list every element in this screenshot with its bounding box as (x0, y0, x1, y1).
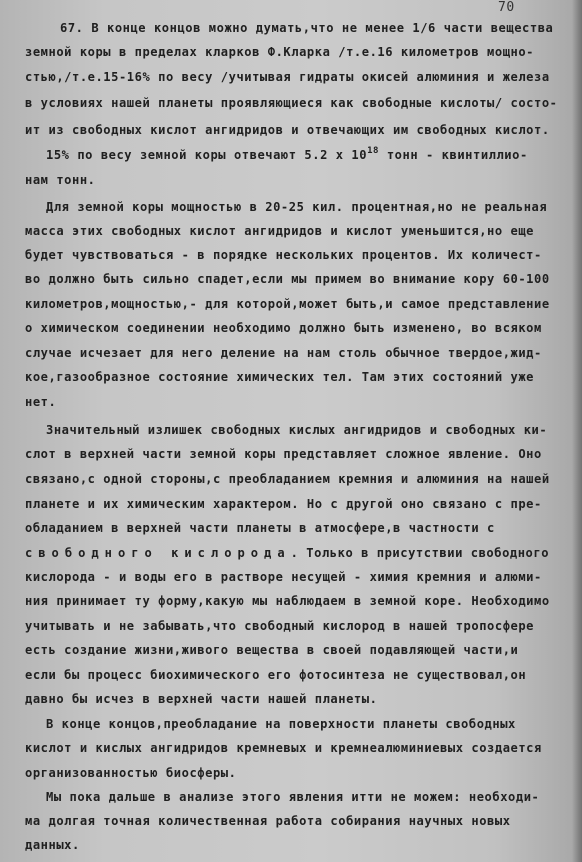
text-line: слот в верхней части земной коры представляет сложное явление. Оно (25, 447, 542, 461)
exponent: 18 (367, 146, 380, 156)
text-line: кислорода - и воды его в растворе несущей - химия кремния и алюми- (25, 570, 542, 584)
text-line: километров,мощностью,- для которой,может быть,и самое представление (25, 297, 550, 311)
text-line: кое,газообразное состояние химических тел. Там этих состояний уже (25, 370, 535, 384)
text-line: есть создание жизни,живого вещества в своей подавляющей части,и (25, 643, 519, 657)
text-line: ит из свободных кислот ангидридов и отвечающих им свободных кислот. (25, 123, 550, 137)
text-line: о химическом соединении необходимо должно быть изменено, во всяком (25, 321, 542, 335)
page-edge-shadow (572, 0, 582, 862)
text-line (46, 148, 528, 162)
text-segment: . Только в присутствии свободного (290, 546, 550, 560)
text-line: ния принимает ту форму,какую мы наблюдаем в земной коре. Необходимо (25, 594, 550, 608)
text-line: организованностью биосферы. (25, 766, 237, 780)
text-line: нам тонн. (25, 173, 96, 187)
text-line: планете и их химическим характером. Но с другой оно связано с пре- (25, 497, 542, 511)
text-line: ма долгая точная количественная работа собирания научных новых (25, 814, 511, 828)
text-line: во должно быть сильно спадет,если мы примем во внимание кору 60-100 (25, 272, 550, 286)
text-line: Для земной коры мощностью в 20-25 кил. процентная,но не реальная (46, 200, 548, 214)
text-line: В конце концов,преобладание на поверхности планеты свободных (46, 717, 516, 731)
text-line: если бы процесс биохимического его фотосинтеза не существовал,он (25, 668, 527, 682)
text-line: обладанием в верхней части планеты в атмосфере,в частности с (25, 521, 495, 535)
text-line: случае исчезает для него деление на нам столь обычное твердое,жид- (25, 346, 542, 360)
text-line: 67. В конце концов можно думать,что не менее 1/6 части вещества (60, 21, 554, 35)
text-line: в условиях нашей планеты проявляющиеся как свободные кислоты/ состо- (25, 96, 558, 110)
text-line: нет. (25, 395, 57, 409)
text-line: кислот и кислых ангидридов кремневых и кремнеалюминиевых создается (25, 741, 542, 755)
text-line: земной коры в пределах кларков Ф.Кларка /т.е.16 километров мощно- (25, 45, 535, 59)
page-number: 70 (498, 0, 515, 15)
text-line (25, 546, 549, 560)
text-line: Значительный излишек свободных кислых ангидридов и свободных ки- (46, 423, 548, 437)
text-line: данных. (25, 838, 80, 852)
emphasized-text: свободного кислорода (25, 546, 291, 560)
text-line: стью,/т.е.15-16% по весу /учитывая гидраты окисей алюминия и железа (25, 70, 550, 84)
text-line: масса этих свободных кислот ангидридов и кислот уменьшится,но еще (25, 224, 535, 238)
text-line: учитывать и не забывать,что свободный кислород в нашей тропосфере (25, 619, 535, 633)
text-segment: тонн - квинтиллио- (379, 148, 528, 162)
text-segment: 15% по весу земной коры отвечают 5.2 х 10 (46, 148, 368, 162)
text-line: связано,с одной стороны,с преобладанием кремния и алюминия на нашей (25, 472, 550, 486)
text-line: Мы пока дальше в анализе этого явления итти не можем: необходи- (46, 790, 540, 804)
text-line: будет чувствоваться - в порядке нескольких процентов. Их количест- (25, 248, 542, 262)
text-line: давно бы исчез в верхней части нашей планеты. (25, 692, 378, 706)
